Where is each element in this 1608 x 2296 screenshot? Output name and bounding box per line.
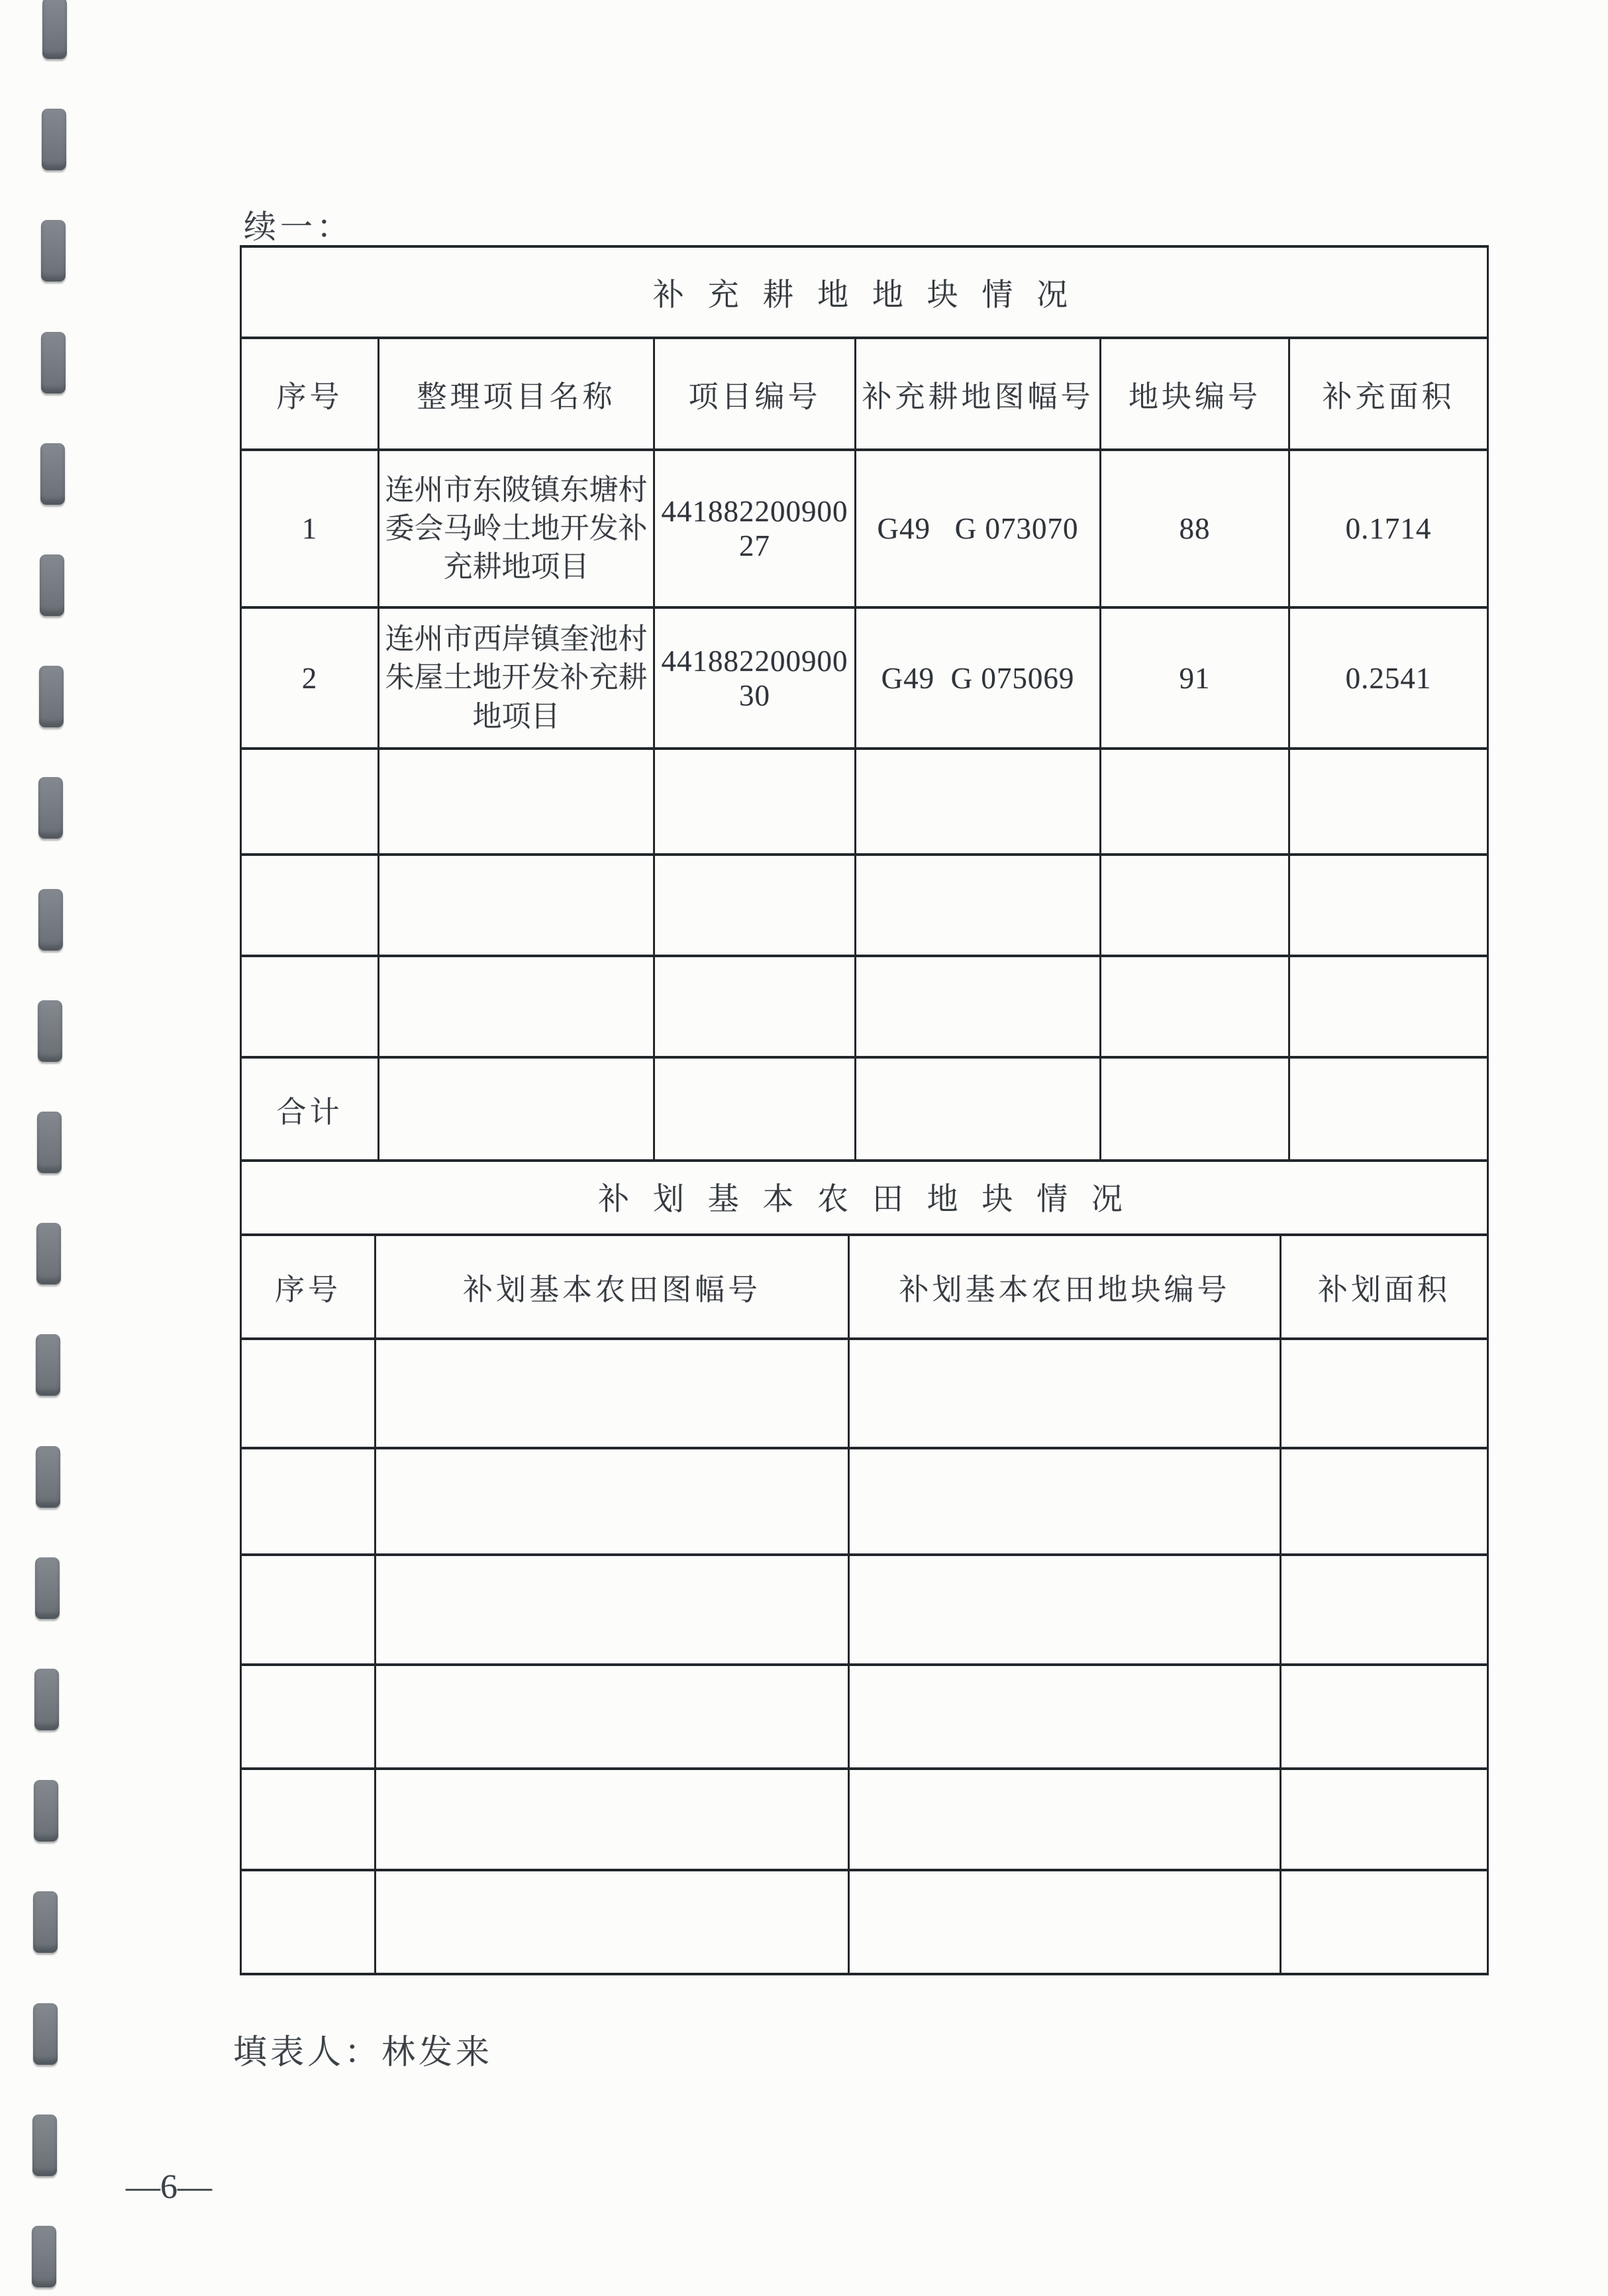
empty-row: [241, 1339, 1488, 1448]
area-cell: 0.2541: [1289, 607, 1488, 749]
header-row: [241, 1235, 1488, 1339]
serial-cell: 1: [241, 450, 379, 607]
project-name-cell: 连州市西岸镇奎池村朱屋土地开发补充耕地项目: [379, 607, 654, 749]
column-header-map-sheet: 补充耕地图幅号: [856, 338, 1101, 450]
binder-hole-mark: [41, 220, 66, 282]
empty-row: [241, 1665, 1488, 1769]
project-no-cell: [654, 607, 856, 749]
binder-hole-mark: [42, 0, 67, 59]
empty-row: [241, 956, 1488, 1057]
table-row: [241, 607, 1488, 749]
table-title-row: [241, 246, 1488, 338]
empty-row: [241, 855, 1488, 956]
binder-hole-mark: [36, 1223, 61, 1284]
header-row: [241, 338, 1488, 450]
binder-hole-mark: [36, 1446, 60, 1508]
preparer-line: 填表人：林发来: [233, 2034, 493, 2071]
binder-hole-mark: [38, 1000, 62, 1062]
binder-hole-mark: [40, 443, 65, 505]
binder-hole-mark: [32, 2114, 57, 2176]
binder-hole-mark: [34, 1669, 59, 1730]
map-sheet-cell: G49 G 073070: [856, 450, 1101, 607]
table-title-row: [241, 1159, 1488, 1235]
binder-hole-mark: [38, 889, 63, 951]
continuation-label: 续一：: [244, 209, 354, 245]
binder-hole-mark: [39, 666, 64, 727]
binder-hole-mark: [32, 2226, 56, 2287]
column-header-area: 补充面积: [1289, 338, 1488, 450]
farmland-table: [240, 1159, 1489, 1975]
binder-hole-mark: [37, 1112, 62, 1173]
total-label: 合计: [241, 1057, 379, 1161]
column-header-project-no: 项目编号: [654, 338, 856, 450]
project-no-line2: 27: [739, 529, 770, 562]
plot-no-cell: 91: [1101, 607, 1289, 749]
farmland-table-title: 补 划 基 本 农 田 地 块 情 况: [241, 1159, 1488, 1235]
plot-no-cell: 88: [1101, 450, 1289, 607]
project-no-line1: 441882200900: [661, 644, 848, 678]
column-header-farmland-area: 补划面积: [1281, 1235, 1488, 1339]
column-header-project-name: 整理项目名称: [379, 338, 654, 450]
column-header-serial: 序号: [241, 1235, 376, 1339]
supplement-table: [240, 245, 1489, 1162]
binder-hole-mark: [36, 1334, 60, 1396]
binder-hole-mark: [33, 2003, 58, 2065]
project-no-cell: [654, 450, 856, 607]
empty-row: [241, 1555, 1488, 1665]
serial-cell: 2: [241, 607, 379, 749]
empty-row: [241, 1870, 1488, 1974]
binder-hole-mark: [35, 1557, 60, 1619]
binder-hole-mark: [42, 109, 66, 170]
empty-row: [241, 749, 1488, 855]
binder-hole-mark: [41, 332, 66, 393]
area-cell: 0.1714: [1289, 450, 1488, 607]
column-header-plot-no: 地块编号: [1101, 338, 1289, 450]
column-header-serial: 序号: [241, 338, 379, 450]
column-header-farmland-map-sheet: 补划基本农田图幅号: [376, 1235, 849, 1339]
binder-hole-mark: [34, 1780, 58, 1842]
table-row: [241, 450, 1488, 607]
column-header-farmland-plot-no: 补划基本农田地块编号: [849, 1235, 1281, 1339]
project-no-line2: 30: [739, 678, 770, 712]
empty-row: [241, 1448, 1488, 1555]
total-row: [241, 1057, 1488, 1161]
binder-hole-mark: [33, 1891, 58, 1953]
supplement-table-title: 补 充 耕 地 地 块 情 况: [241, 246, 1488, 338]
project-no-line1: 441882200900: [661, 495, 848, 528]
binder-hole-mark: [40, 554, 64, 616]
binder-hole-mark: [38, 777, 63, 839]
project-name-cell: 连州市东陂镇东塘村委会马岭土地开发补充耕地项目: [379, 450, 654, 607]
map-sheet-cell: G49 G 075069: [856, 607, 1101, 749]
binder-rail: [0, 0, 86, 2296]
page-number: —6—: [126, 2168, 212, 2206]
empty-row: [241, 1769, 1488, 1870]
